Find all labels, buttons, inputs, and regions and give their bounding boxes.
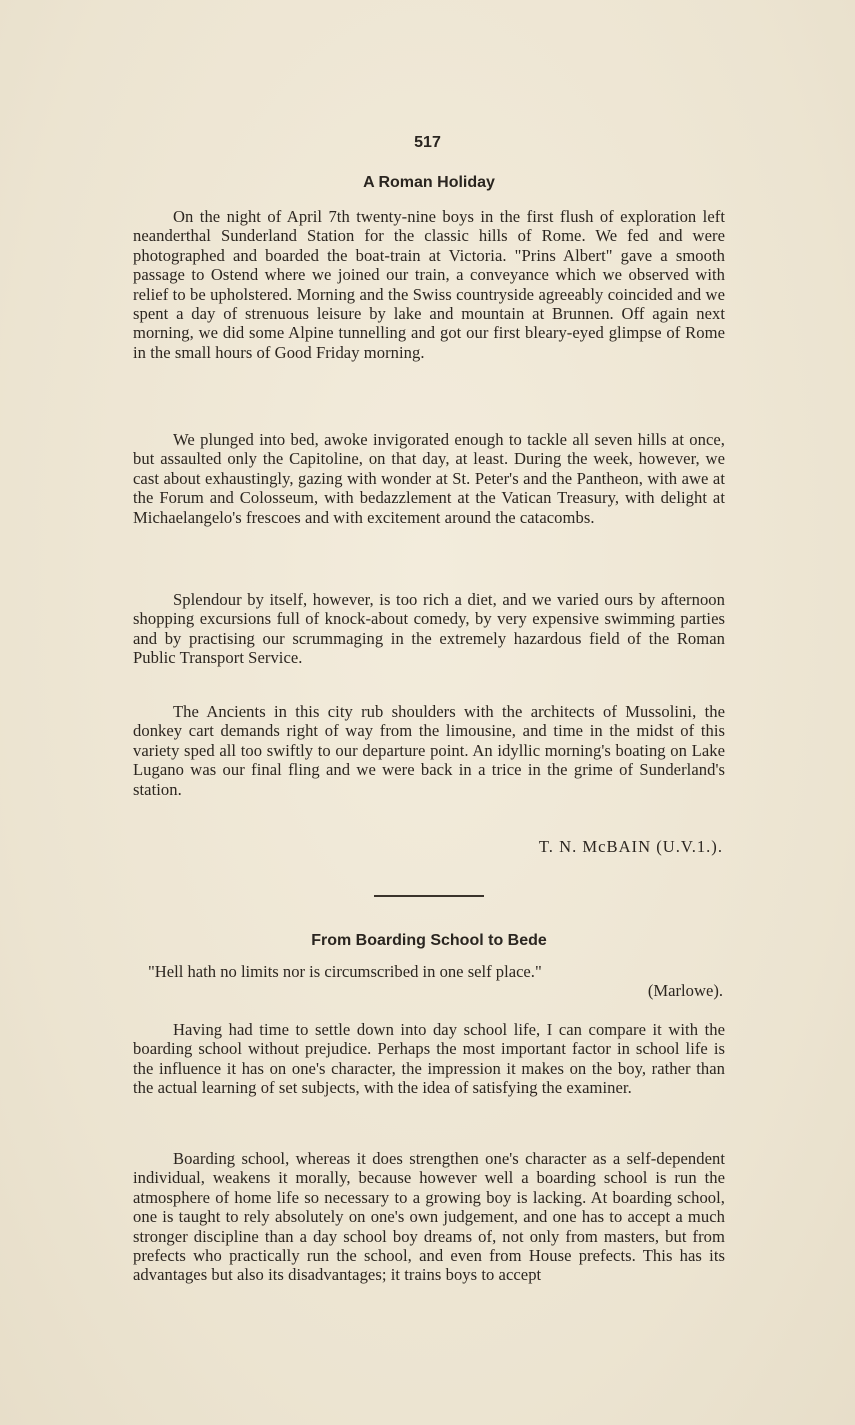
page-number: 517 (414, 134, 441, 151)
article-roman-holiday (133, 174, 725, 192)
epigraph-source: (Marlowe). (647, 981, 723, 1001)
epigraph-quote: "Hell hath no limits nor is circumscribed in one self place." (148, 962, 542, 981)
divider-rule (374, 895, 484, 897)
article-title: From Boarding School to Bede (311, 932, 547, 949)
paragraph: We plunged into bed, awoke invigorated enough to tackle all seven hills at once, but assaulted only the Capitoline, on that day, at least. During the week, however, we cast about exhaustingly, gazing with wonder at St. Peter's and the Pantheon, with awe at the Forum and Colosseum, with bedazzlement at the Vatican Treasury, with delight at Michaelangelo's frescoes and with excitement around the catacombs. (133, 430, 725, 527)
article-body (133, 1020, 725, 1098)
author-signature: T. N. McBAIN (U.V.1.). (538, 837, 723, 856)
paragraph: The Ancients in this city rub shoulders with the architects of Mussolini, the donkey cart demands right of way from the limousine, and time in the midst of this variety sped all too swiftly to our departure point. An idyllic morning's boating on Lake Lugano was our final fling and we were back in a trice in the grime of Sunderland's station. (133, 702, 725, 799)
article-body (133, 702, 725, 799)
article-title: A Roman Holiday (363, 174, 495, 191)
article-body (133, 430, 725, 527)
article-body (133, 1149, 725, 1285)
signature-block (133, 837, 725, 857)
paragraph: Boarding school, whereas it does strengthen one's character as a self-dependent individual, weakens it morally, because however well a boarding school is run the atmosphere of home life so necessary to a growing boy is lacking. At boarding school, one is taught to rely absolutely on one's own judgement, and one has to accept a much stronger discipline than a day school boy dreams of, not only from masters, but from prefects who practically run the school, and even from House prefects. This has its advantages but also its disadvantages; it trains boys to accept (133, 1149, 725, 1285)
epigraph (133, 962, 725, 1001)
paragraph: Splendour by itself, however, is too rich a diet, and we varied ours by afternoon shopping excursions full of knock-about comedy, by very expensive swimming parties and by practising our scrummaging in the extremely hazardous field of the Roman Public Transport Service. (133, 590, 725, 668)
article-boarding-school (133, 932, 725, 950)
paragraph: Having had time to settle down into day school life, I can compare it with the boarding school without prejudice. Perhaps the most important factor in school life is the influence it has on one's character, the impression it makes on the boy, rather than the actual learning of set subjects, with the idea of satisfying the examiner. (133, 1020, 725, 1098)
paragraph: On the night of April 7th twenty-nine boys in the first flush of exploration left neanderthal Sunderland Station for the classic hills of Rome. We fed and were photographed and boarded the boat-train at Victoria. "Prins Albert" gave a smooth passage to Ostend where we joined our train, a conveyance which we observed with relief to be upholstered. Morning and the Swiss countryside agreeably coincided and we spent a day of strenuous leisure by lake and mountain at Brunnen. Off again next morning, we did some Alpine tunnelling and got our first bleary-eyed glimpse of Rome in the small hours of Good Friday morning. (133, 207, 725, 362)
article-body (133, 207, 725, 362)
section-divider (133, 895, 725, 897)
article-body (133, 590, 725, 668)
